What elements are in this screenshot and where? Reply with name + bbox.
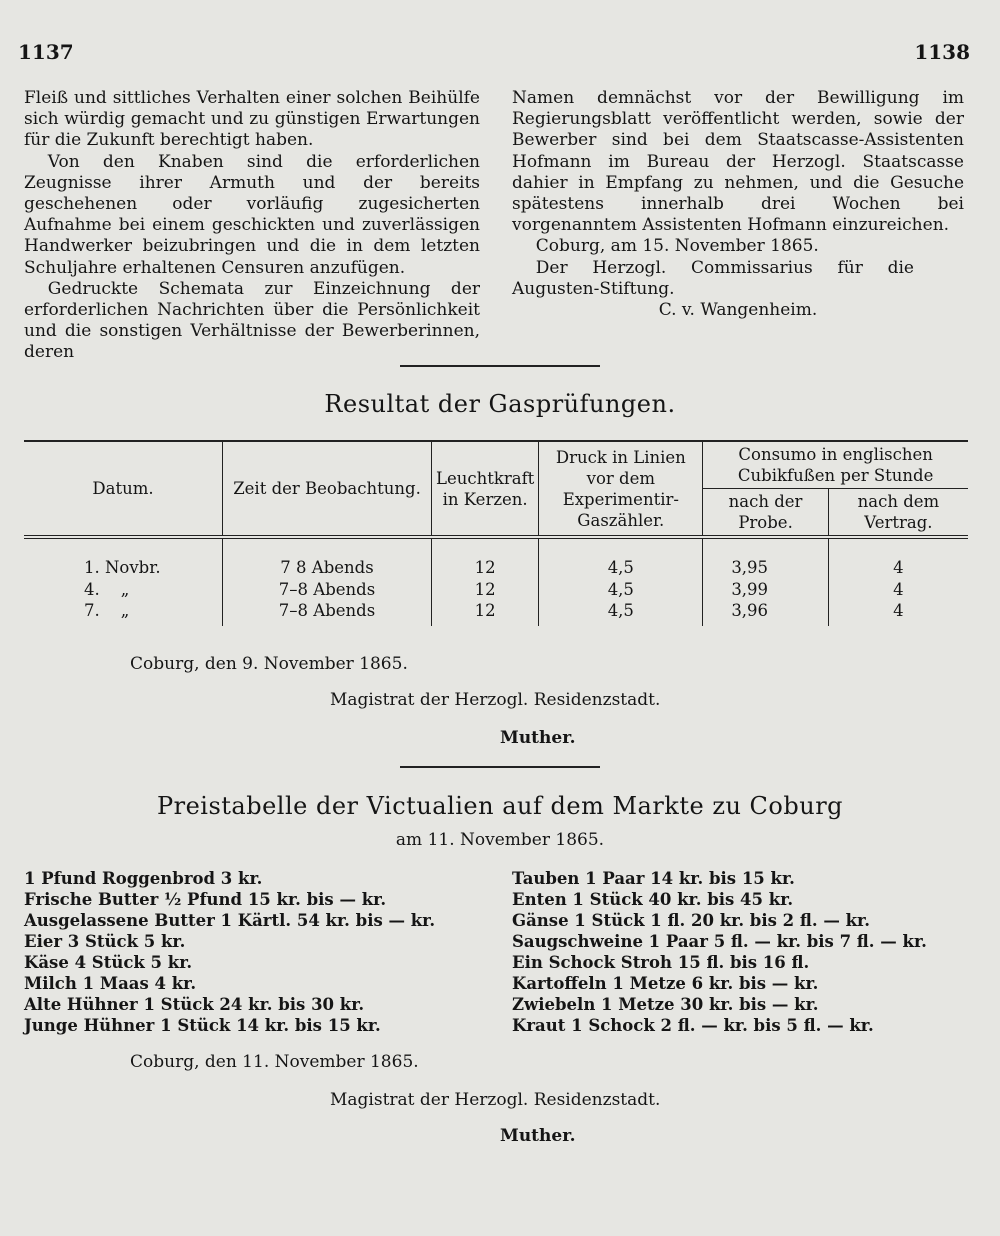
cell-zeit: 7 8 Abends bbox=[223, 537, 432, 579]
header-druck: Druck in Linien vor dem Experimentir-Gaszähler. bbox=[539, 441, 703, 537]
list-item: Ein Schock Stroh 15 fl. bis 16 fl. bbox=[512, 953, 810, 972]
price-list-left bbox=[24, 868, 494, 1036]
left-paragraph-1: Fleiß und sittliches Verhalten einer solchen Beihülfe sich würdig gemacht und zu günstigen Erwartungen für die Zukunft berechtigt haben. bbox=[24, 88, 480, 151]
divider-2 bbox=[400, 766, 600, 768]
cell-zeit: 7–8 Abends bbox=[223, 600, 432, 626]
cell-kerzen: 12 bbox=[432, 579, 539, 601]
right-authority: Der Herzogl. Commissarius für die Augusten-Stiftung. bbox=[512, 257, 914, 299]
gas-authority: Magistrat der Herzogl. Residenzstadt. bbox=[330, 690, 661, 710]
list-item: Milch 1 Maas 4 kr. bbox=[24, 974, 197, 993]
cell-vertrag: 4 bbox=[893, 558, 904, 577]
list-item: Eier 3 Stück 5 kr. bbox=[24, 932, 186, 951]
cell-datum: 4. „ bbox=[24, 579, 223, 601]
price-list-right bbox=[512, 868, 982, 1036]
list-item: Ausgelassene Butter 1 Kärtl. 54 kr. bis — kr. bbox=[24, 911, 436, 930]
header-leuchtkraft: Leuchtkraft in Kerzen. bbox=[432, 441, 539, 537]
list-item: Gänse 1 Stück 1 fl. 20 kr. bis 2 fl. — kr. bbox=[512, 911, 870, 930]
list-item: Junge Hühner 1 Stück 14 kr. bis 15 kr. bbox=[24, 1016, 381, 1035]
left-paragraph-3: Gedruckte Schemata zur Einzeichnung der erforderlichen Nachrichten über die Persönlichkeit und die sonstigen Verhältnisse der Bewerberinnen, deren bbox=[24, 278, 480, 363]
page-number-right: 1138 bbox=[914, 40, 970, 64]
right-signature: C. v. Wangenheim. bbox=[658, 300, 818, 321]
header-vertrag: nach dem Vertrag. bbox=[828, 489, 968, 538]
cell-druck: 4,5 bbox=[539, 537, 703, 579]
table-row bbox=[24, 537, 968, 579]
list-item: Tauben 1 Paar 14 kr. bis 15 kr. bbox=[512, 869, 795, 888]
gas-title: Resultat der Gasprüfungen. bbox=[324, 390, 676, 418]
cell-druck: 4,5 bbox=[539, 579, 703, 601]
price-subtitle: am 11. November 1865. bbox=[395, 830, 605, 850]
cell-kerzen: 12 bbox=[432, 600, 539, 626]
header-probe: nach der Probe. bbox=[703, 489, 829, 538]
cell-probe: 3,95 bbox=[703, 537, 829, 579]
price-authority: Magistrat der Herzogl. Residenzstadt. bbox=[330, 1090, 661, 1110]
cell-kerzen: 12 bbox=[432, 537, 539, 579]
header-datum: Datum. bbox=[24, 441, 223, 537]
left-column bbox=[24, 88, 480, 364]
header-consumo: Consumo in englischen Cubikfußen per Stunde bbox=[703, 441, 968, 489]
header-zeit: Zeit der Beobachtung. bbox=[223, 441, 432, 537]
list-item: 1 Pfund Roggenbrod 3 kr. bbox=[24, 869, 263, 888]
table-row bbox=[24, 579, 968, 601]
cell-probe: 3,99 bbox=[703, 579, 829, 601]
left-paragraph-2: Von den Knaben sind die erforderlichen Zeugnisse ihrer Armuth und der bereits geschehenen oder vorläufig zugesicherten Aufnahme bei einem geschickten und zuverlässigen Handwerker beizubringen und die in dem letzten Schuljahre erhaltenen Censuren anzufügen. bbox=[24, 151, 480, 278]
gas-date: Coburg, den 9. November 1865. bbox=[130, 654, 408, 674]
cell-zeit: 7–8 Abends bbox=[223, 579, 432, 601]
list-item: Enten 1 Stück 40 kr. bis 45 kr. bbox=[512, 890, 794, 909]
list-item: Käse 4 Stück 5 kr. bbox=[24, 953, 193, 972]
list-item: Alte Hühner 1 Stück 24 kr. bis 30 kr. bbox=[24, 995, 365, 1014]
page-number-left: 1137 bbox=[18, 40, 74, 64]
gas-table bbox=[24, 440, 968, 626]
cell-probe: 3,96 bbox=[703, 600, 829, 626]
right-column bbox=[512, 88, 964, 321]
cell-vertrag: 4 bbox=[893, 579, 904, 599]
table-row bbox=[24, 600, 968, 626]
list-item: Kartoffeln 1 Metze 6 kr. bis — kr. bbox=[512, 974, 819, 993]
list-item: Zwiebeln 1 Metze 30 kr. bis — kr. bbox=[512, 995, 819, 1014]
list-item: Kraut 1 Schock 2 fl. — kr. bis 5 fl. — kr. bbox=[512, 1016, 874, 1035]
list-item: Saugschweine 1 Paar 5 fl. — kr. bis 7 fl. — kr. bbox=[512, 932, 927, 951]
price-signature: Muther. bbox=[500, 1126, 576, 1146]
right-date: Coburg, am 15. November 1865. bbox=[535, 236, 819, 257]
cell-datum: 1. Novbr. bbox=[24, 537, 223, 579]
cell-vertrag: 4 bbox=[893, 601, 904, 620]
list-item: Frische Butter ½ Pfund 15 kr. bis — kr. bbox=[24, 890, 387, 909]
cell-datum: 7. „ bbox=[24, 600, 223, 626]
cell-druck: 4,5 bbox=[539, 600, 703, 626]
price-date: Coburg, den 11. November 1865. bbox=[130, 1052, 419, 1072]
divider-1 bbox=[400, 365, 600, 367]
right-paragraph: Namen demnächst vor der Bewilligung im Regierungsblatt veröffentlicht werden, sowie der Bewerber sind bei dem Staatscasse-Assistenten Hofmann im Bureau der Herzogl. Staatscasse dahier in Empfang zu nehmen, und die Gesuche spätestens innerhalb drei Wochen bei vorgenanntem Assistenten Hofmann einzureichen. bbox=[512, 88, 964, 236]
gas-signature: Muther. bbox=[500, 728, 576, 748]
price-title: Preistabelle der Victualien auf dem Markte zu Coburg bbox=[156, 792, 844, 820]
